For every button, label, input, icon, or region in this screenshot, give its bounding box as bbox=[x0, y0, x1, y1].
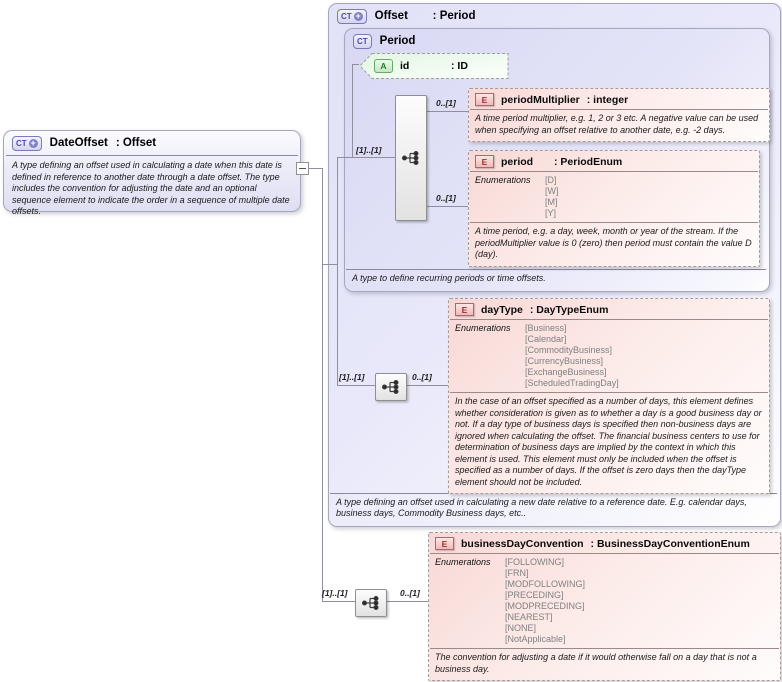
offset-type-annotation: A type defining an offset used in calculating a new date relative to a reference date. E.g. calendar days, business days, Commodity Business days, etc.. bbox=[336, 497, 747, 518]
period-sequence-connector[interactable] bbox=[395, 95, 427, 221]
plus-icon: + bbox=[355, 11, 361, 21]
enum-value: [ScheduledTradingDay] bbox=[525, 378, 619, 388]
sequence-icon bbox=[381, 379, 401, 395]
line-to-daytype-sequence bbox=[337, 385, 375, 386]
element-header[interactable] bbox=[469, 89, 769, 109]
period-type-header[interactable] bbox=[345, 29, 769, 53]
dateoffset-type-box[interactable] bbox=[3, 130, 301, 216]
element-badge bbox=[435, 537, 454, 550]
period-footer-separator bbox=[346, 269, 766, 270]
cardinality-period-seq: [1]..[1] bbox=[356, 145, 382, 155]
enum-value: [Business] bbox=[525, 323, 567, 333]
enumerations-label: Enumerations bbox=[435, 557, 491, 567]
line-trunk-to-offset bbox=[322, 264, 337, 265]
badge-label: E bbox=[481, 94, 488, 105]
element-header[interactable] bbox=[469, 151, 759, 171]
type-name: DateOffset bbox=[49, 137, 108, 149]
enumeration-values bbox=[545, 175, 559, 219]
enumerations-label: Enumerations bbox=[475, 175, 531, 185]
line-to-period-sequence bbox=[337, 157, 395, 158]
cardinality-offset-seq: [1]..[1] bbox=[322, 588, 348, 598]
period-element-box[interactable] bbox=[468, 150, 760, 267]
attribute-name: id bbox=[400, 60, 410, 72]
enumerations-section bbox=[429, 554, 780, 648]
element-annotation: A time period multiplier, e.g. 1, 2 or 3 etc. A negative value can be used when specifying an offset relative to another date, e.g. -2 days. bbox=[475, 113, 759, 135]
element-name: periodMultiplier bbox=[501, 93, 580, 106]
enum-value: [FRN] bbox=[505, 568, 529, 578]
complextype-badge bbox=[337, 9, 367, 24]
enumerations-section bbox=[469, 172, 759, 222]
enumerations-label: Enumerations bbox=[455, 323, 511, 333]
dateoffset-type-annotation: A type defining an offset used in calculating a date when this date is defined in reference to another date through a date offset. The type includes the convention for adjusting the date and an optional sequence element to indicate the order in a sequence of multiple date offsets. bbox=[12, 160, 290, 216]
plus-icon: + bbox=[30, 138, 36, 148]
badge-label: CT bbox=[341, 12, 352, 21]
badge-label: E bbox=[441, 538, 448, 549]
collapse-handle[interactable] bbox=[296, 162, 309, 175]
element-annotation: The convention for adjusting a date if it would otherwise fall on a day that is not a business day. bbox=[435, 652, 757, 674]
sequence-icon bbox=[361, 595, 381, 611]
offset-sequence-connector[interactable] bbox=[355, 589, 387, 617]
complextype-badge bbox=[12, 136, 42, 151]
line-offset-inner bbox=[337, 157, 338, 386]
type-name: Period bbox=[379, 35, 416, 47]
offset-type-header[interactable] bbox=[329, 4, 780, 28]
enum-value: [MODPRECEDING] bbox=[505, 601, 585, 611]
enum-value: [D] bbox=[545, 175, 557, 185]
badge-label: CT bbox=[357, 37, 368, 46]
enumeration-values bbox=[505, 557, 585, 645]
element-type: : DayTypeEnum bbox=[529, 303, 609, 316]
enum-value: [W] bbox=[545, 186, 559, 196]
enum-value: [NotApplicable] bbox=[505, 634, 566, 644]
enumeration-values bbox=[525, 323, 619, 389]
badge-label: E bbox=[461, 304, 468, 315]
enumerations-section bbox=[449, 320, 769, 392]
element-name: period bbox=[501, 155, 534, 168]
sequence-icon bbox=[401, 150, 421, 166]
enum-value: [Calendar] bbox=[525, 334, 567, 344]
element-badge bbox=[455, 303, 474, 316]
daytype-sequence-connector[interactable] bbox=[375, 373, 407, 401]
line-to-businessdayconvention bbox=[385, 601, 428, 602]
line-trunk bbox=[322, 168, 323, 602]
line-to-offset-sequence bbox=[322, 601, 355, 602]
line-handle-to-trunk bbox=[309, 168, 322, 169]
enum-value: [PRECEDING] bbox=[505, 590, 564, 600]
enum-value: [MODFOLLOWING] bbox=[505, 579, 586, 589]
badge-label: A bbox=[380, 61, 387, 71]
line-to-periodmultiplier bbox=[425, 111, 468, 112]
businessdayconvention-element-box[interactable] bbox=[428, 532, 781, 681]
element-type: : integer bbox=[586, 93, 629, 106]
enum-value: [NONE] bbox=[505, 623, 537, 633]
cardinality-periodmultiplier: 0..[1] bbox=[436, 98, 456, 108]
attribute-type: : ID bbox=[451, 60, 468, 72]
type-name: Offset bbox=[374, 10, 408, 22]
period-type-annotation: A type to define recurring periods or time offsets. bbox=[352, 273, 546, 283]
cardinality-daytype-seq: [1]..[1] bbox=[339, 372, 365, 382]
cardinality-daytype: 0..[1] bbox=[412, 372, 432, 382]
daytype-element-box[interactable] bbox=[448, 298, 770, 494]
element-type: : BusinessDayConventionEnum bbox=[590, 537, 750, 550]
cardinality-businessdayconvention: 0..[1] bbox=[400, 588, 420, 598]
cardinality-period: 0..[1] bbox=[436, 193, 456, 203]
periodmultiplier-element-box[interactable] bbox=[468, 88, 770, 142]
attribute-badge bbox=[374, 59, 393, 73]
enum-value: [CurrencyBusiness] bbox=[525, 356, 604, 366]
element-annotation: A time period, e.g. a day, week, month or year of the stream. If the periodMultiplier value is 0 (zero) then period must contain the value D (day). bbox=[475, 226, 752, 259]
line-to-daytype bbox=[405, 385, 448, 386]
enum-value: [ExchangeBusiness] bbox=[525, 367, 607, 377]
id-attribute-box[interactable] bbox=[358, 52, 510, 80]
element-badge bbox=[475, 155, 494, 168]
badge-label: E bbox=[481, 156, 488, 167]
element-header[interactable] bbox=[429, 533, 780, 553]
element-header[interactable] bbox=[449, 299, 769, 319]
line-to-period bbox=[425, 206, 468, 207]
element-name: businessDayConvention bbox=[461, 537, 584, 550]
line-attr-vertical bbox=[352, 64, 353, 158]
complextype-badge bbox=[353, 34, 372, 49]
type-base: : Offset bbox=[115, 137, 157, 149]
enum-value: [FOLLOWING] bbox=[505, 557, 565, 567]
enum-value: [M] bbox=[545, 197, 558, 207]
element-badge bbox=[475, 93, 494, 106]
enum-value: [Y] bbox=[545, 208, 557, 218]
element-annotation: In the case of an offset specified as a number of days, this element defines whether consideration is given as to whether a day is a good business day or not. If a day type of business days is specified then non-business days are ignored when calculating the offset. The financial business centers to use for determination of business days are implied by the context in which this element is used. This element must only be included when the offset is specified as a number of days. If the offset is zero days then the dayType element should not be included. bbox=[455, 396, 762, 487]
type-base: : Period bbox=[432, 10, 476, 22]
element-name: dayType bbox=[481, 303, 523, 316]
dateoffset-type-header[interactable] bbox=[4, 131, 300, 155]
badge-label: CT bbox=[16, 139, 27, 148]
enum-value: [CommodityBusiness] bbox=[525, 345, 613, 355]
enum-value: [NEAREST] bbox=[505, 612, 553, 622]
element-type: : PeriodEnum bbox=[554, 155, 623, 168]
